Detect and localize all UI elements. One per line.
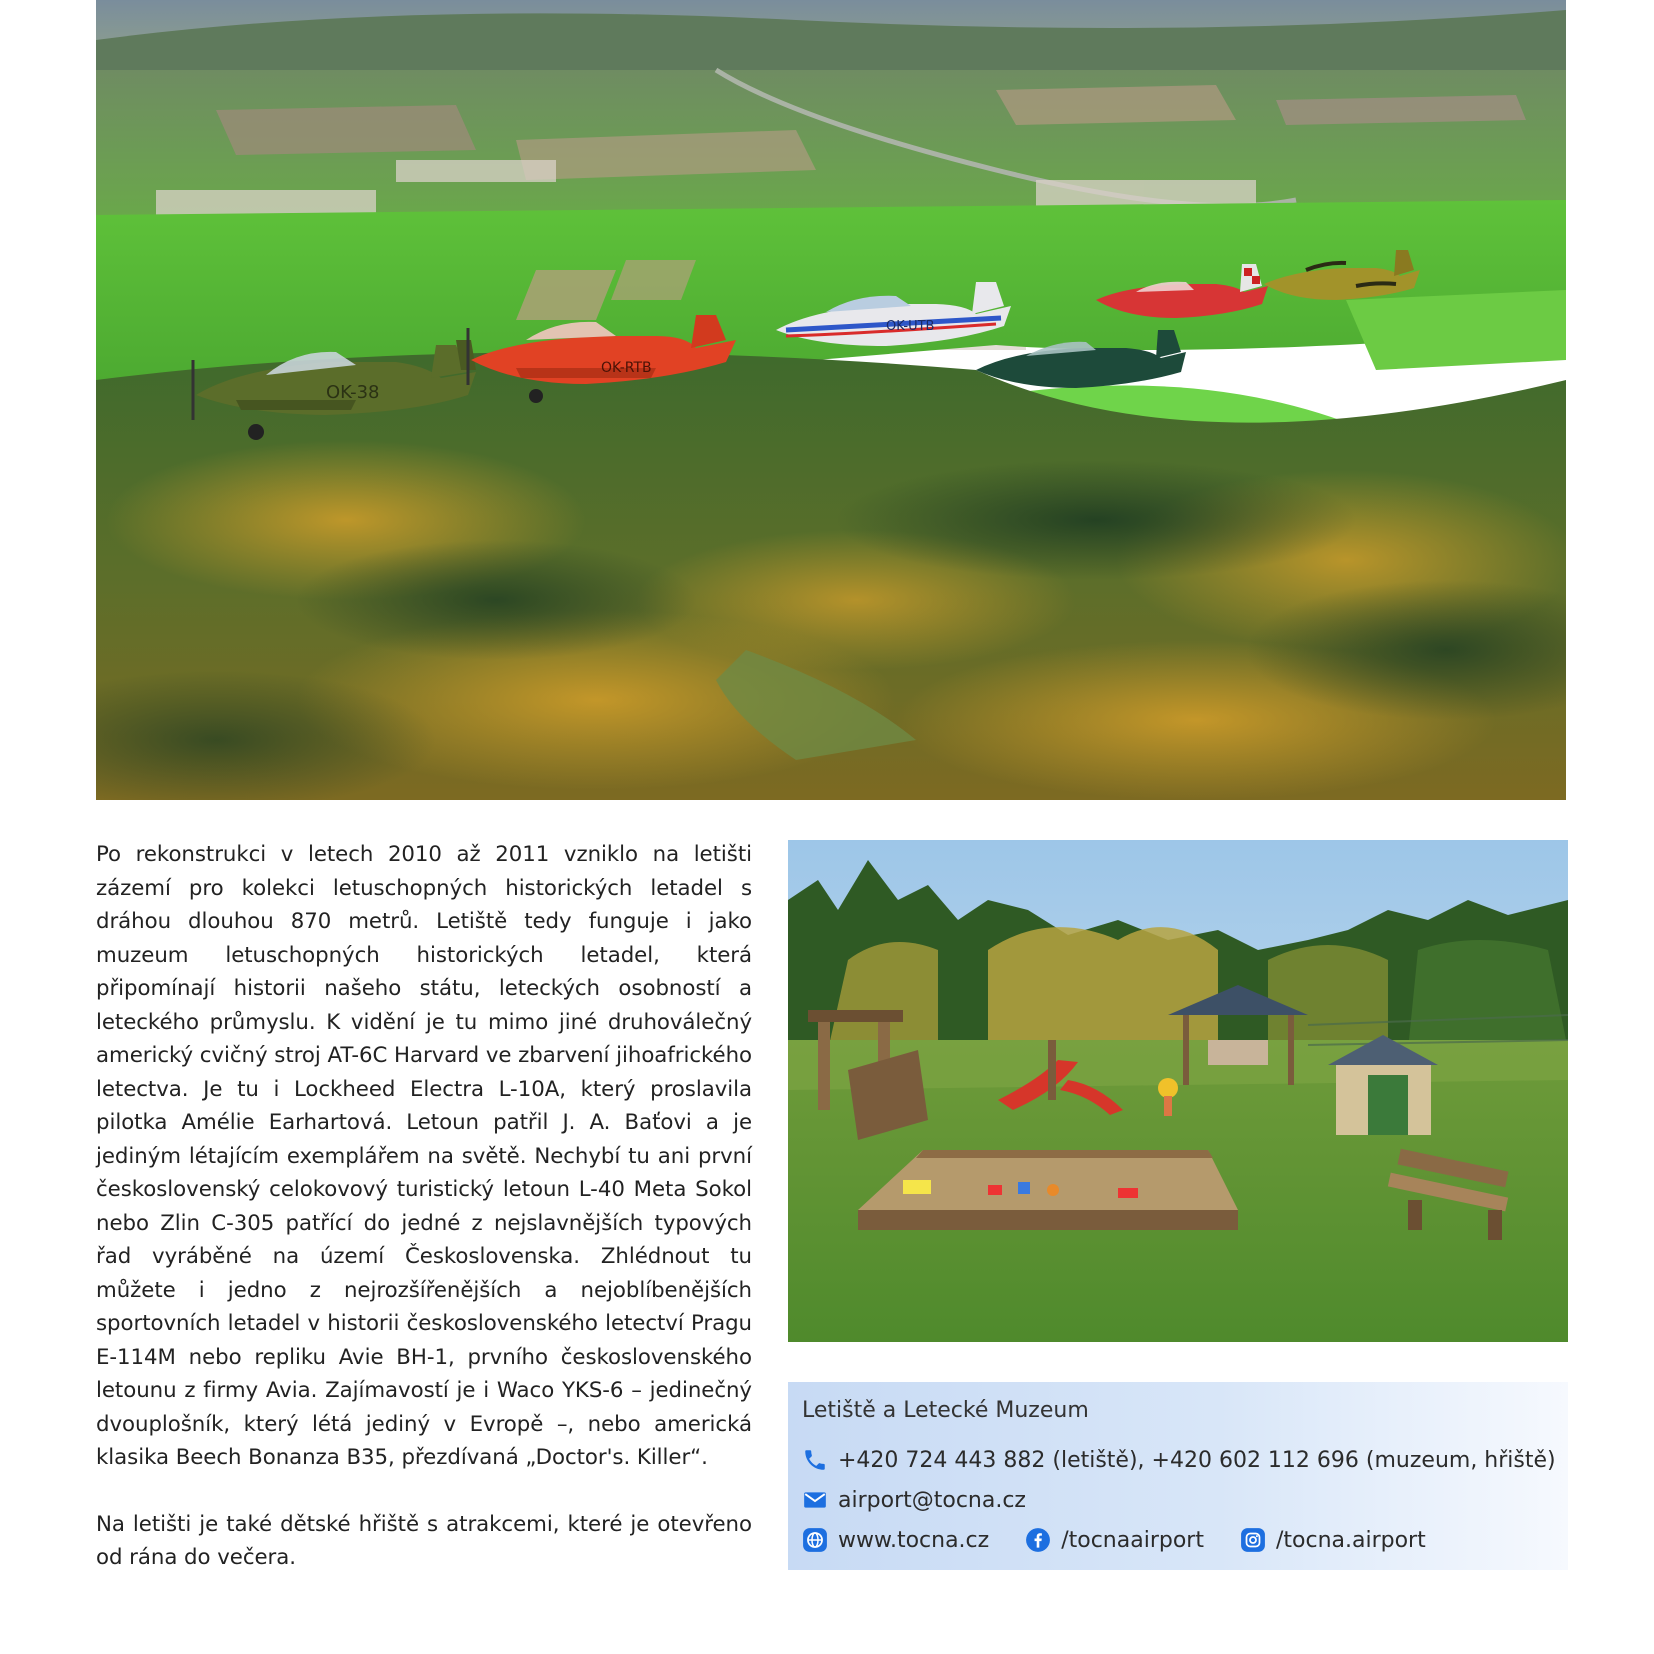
facebook-icon — [1025, 1527, 1051, 1553]
contact-title: Letiště a Letecké Muzeum — [802, 1398, 1089, 1423]
email-icon — [802, 1487, 828, 1513]
phone-icon — [802, 1447, 828, 1473]
globe-icon — [802, 1527, 828, 1553]
instagram-icon — [1240, 1527, 1266, 1553]
article-body — [96, 838, 752, 1575]
article-paragraph-museum: Po rekonstrukci v letech 2010 až 2011 vzniklo na letišti zázemí pro kolekci letuschopných historických letadel s dráhou dlouhou 870 metrů. Letiště tedy funguje i jako muzeum letuschopných historických letadel, která připomínají historii našeho státu, leteckých osobností a leteckého průmyslu. K vidění je tu mimo jiné druhoválečný americký cvičný stroj AT-6C Harvard ve zbarvení jihoafrického letectva. Je tu i Lockheed Electra L-10A, který proslavila pilotka Amélie Earhartová. Letoun patřil J. A. Baťovi a je jediným létajícím exemplářem na světě. Nechybí tu ani první československý celokovový turistický letoun L-40 Meta Sokol nebo Zlin C-305 patřící do jedné z nejslavnějších typových řad vyráběné na území Československa. Zhlédnout tu můžete i jedno z nejrozšířenějších a nejoblíbenějších sportovních letadel v historii československého letectví Pragu E-114M nebo repliku Avie BH-1, prvního československého letounu z firmy Avia. Zajímavostí je i Waco YKS-6 – jedinečný dvouplošník, který létá jediný v Evropě –, nebo americká klasika Beech Bonanza B35, přezdívaná „Doctor's. Killer“. — [96, 842, 752, 1470]
instagram-link[interactable]: /tocna.airport — [1275, 1527, 1426, 1553]
web-link[interactable]: www.tocna.cz — [838, 1527, 990, 1553]
facebook-link[interactable]: /tocnaairport — [1061, 1527, 1204, 1553]
contact-email-link[interactable]: airport@tocna.cz — [838, 1487, 1026, 1513]
web-link-item[interactable] — [802, 1527, 989, 1553]
contact-phone[interactable]: +420 724 443 882 (letiště), +420 602 112 696 (muzeum, hřiště) — [838, 1447, 1556, 1473]
article-paragraph-playground: Na letišti je také dětské hřiště s atrakcemi, které je otevřeno od rána do večera. — [96, 1511, 752, 1570]
svg-text:OK-UTB: OK-UTB — [886, 319, 935, 334]
instagram-link-item[interactable] — [1240, 1527, 1426, 1553]
svg-text:OK-RTB: OK-RTB — [601, 360, 652, 376]
contact-email-row — [802, 1480, 1554, 1520]
contact-phone-row — [802, 1440, 1554, 1480]
svg-text:OK-38: OK-38 — [326, 382, 380, 403]
facebook-link-item[interactable] — [1025, 1527, 1204, 1553]
hero-photo-aircraft-formation — [96, 0, 1566, 800]
contact-box — [788, 1382, 1568, 1570]
playground-photo — [788, 840, 1568, 1342]
contact-social-row — [802, 1520, 1554, 1560]
